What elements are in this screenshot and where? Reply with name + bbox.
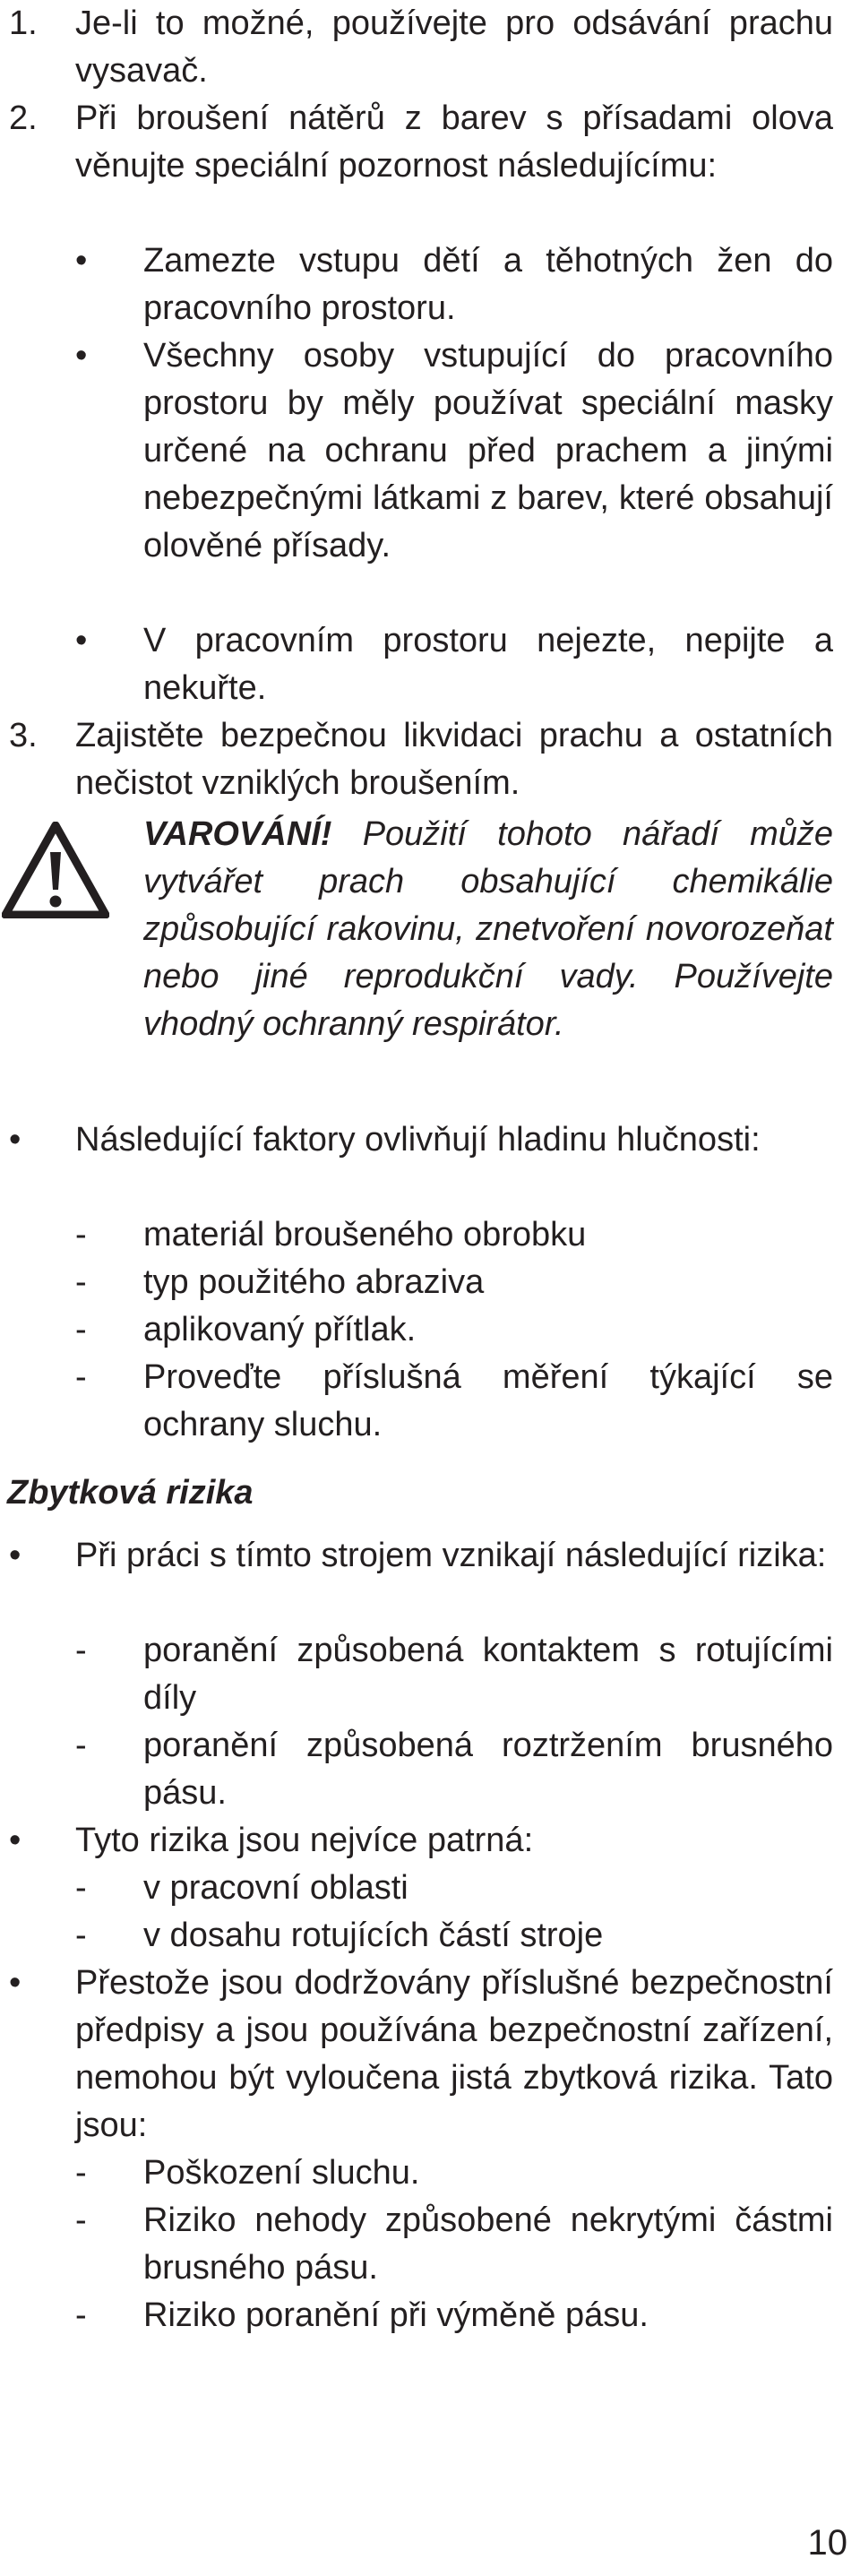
dash-text: v pracovní oblasti [143,1869,408,1907]
list-marker: 3. [9,717,38,754]
bullet-marker: • [9,1964,22,2002]
dash-marker: - [75,1727,87,1764]
warning-triangle-icon [2,822,109,918]
bullet-text: Následující faktory ovlivňují hladinu hlučnosti: [75,1121,761,1159]
bullet-text: Zamezte vstupu dětí a těhotných žen do pracovního prostoru. [143,242,833,327]
dash-marker: - [75,1632,87,1669]
dash-text: materiál broušeného obrobku [143,1216,587,1254]
dash-marker: - [75,2296,87,2334]
dash-marker: - [75,2154,87,2192]
warning-label: VAROVÁNÍ! [143,815,332,853]
dash-text: Poškození sluchu. [143,2154,420,2192]
warning-block [0,811,860,1098]
bullet-text: V pracovním prostoru nejezte, nepijte a nekuřte. [143,622,833,707]
dash-text: typ použitého abraziva [143,1263,485,1301]
dash-text: poranění způsobená roztržením brusného pásu. [143,1727,833,1812]
bullet-marker: • [75,622,88,659]
dash-marker: - [75,1917,87,1954]
bullet-marker: • [9,1822,22,1859]
section-heading: Zbytková rizika [7,1474,254,1512]
list-item-text: Při broušení nátěrů z barev s přísadami olova věnujte speciální pozornost následujícímu: [75,99,833,185]
bullet-marker: • [75,242,88,280]
dash-marker: - [75,1311,87,1348]
bullet-marker: • [9,1537,22,1574]
warning-text [143,811,833,1048]
page-number: 10 [807,2523,847,2563]
dash-text: v dosahu rotujících částí stroje [143,1917,604,1954]
dash-text: Riziko nehody způsobené nekrytými částmi brusného pásu. [143,2201,833,2287]
bullet-marker: • [9,1121,22,1159]
bullet-text: Přestože jsou dodržovány příslušné bezpečnostní předpisy a jsou používána bezpečnostní zařízení, nemohou být vyloučena jistá zbytková rizika. Tato jsou: [75,1964,833,2144]
warning-body: Použití tohoto nářadí může vytvářet prach obsahující chemikálie způsobující rakovinu, znetvoření novorozeňat nebo jiné reprodukční vady. Používejte vhodný ochranný respirátor. [143,815,833,1043]
bullet-text: Tyto rizika jsou nejvíce patrná: [75,1822,534,1859]
list-marker: 1. [9,4,38,42]
dash-text: Riziko poranění při výměně pásu. [143,2296,649,2334]
bullet-text: Všechny osoby vstupující do pracovního prostoru by měly používat speciální masky určené na ochranu před prachem a jinými nebezpečnými látkami z barev, které obsahují olověné přísady. [143,337,833,564]
dash-marker: - [75,1358,87,1396]
dash-marker: - [75,1869,87,1907]
bullet-text: Při práci s tímto strojem vznikají následující rizika: [75,1537,827,1574]
dash-marker: - [75,2201,87,2239]
list-marker: 2. [9,99,38,137]
dash-text: poranění způsobená kontaktem s rotujícími díly [143,1632,833,1717]
dash-text: aplikovaný přítlak. [143,1311,417,1348]
list-item-text: Zajistěte bezpečnou likvidaci prachu a ostatních nečistot vzniklých broušením. [75,717,833,802]
dash-marker: - [75,1216,87,1254]
bullet-marker: • [75,337,88,375]
list-item-text: Je-li to možné, používejte pro odsávání prachu vysavač. [75,4,833,90]
dash-text: Proveďte příslušná měření týkající se ochrany sluchu. [143,1358,833,1443]
dash-marker: - [75,1263,87,1301]
